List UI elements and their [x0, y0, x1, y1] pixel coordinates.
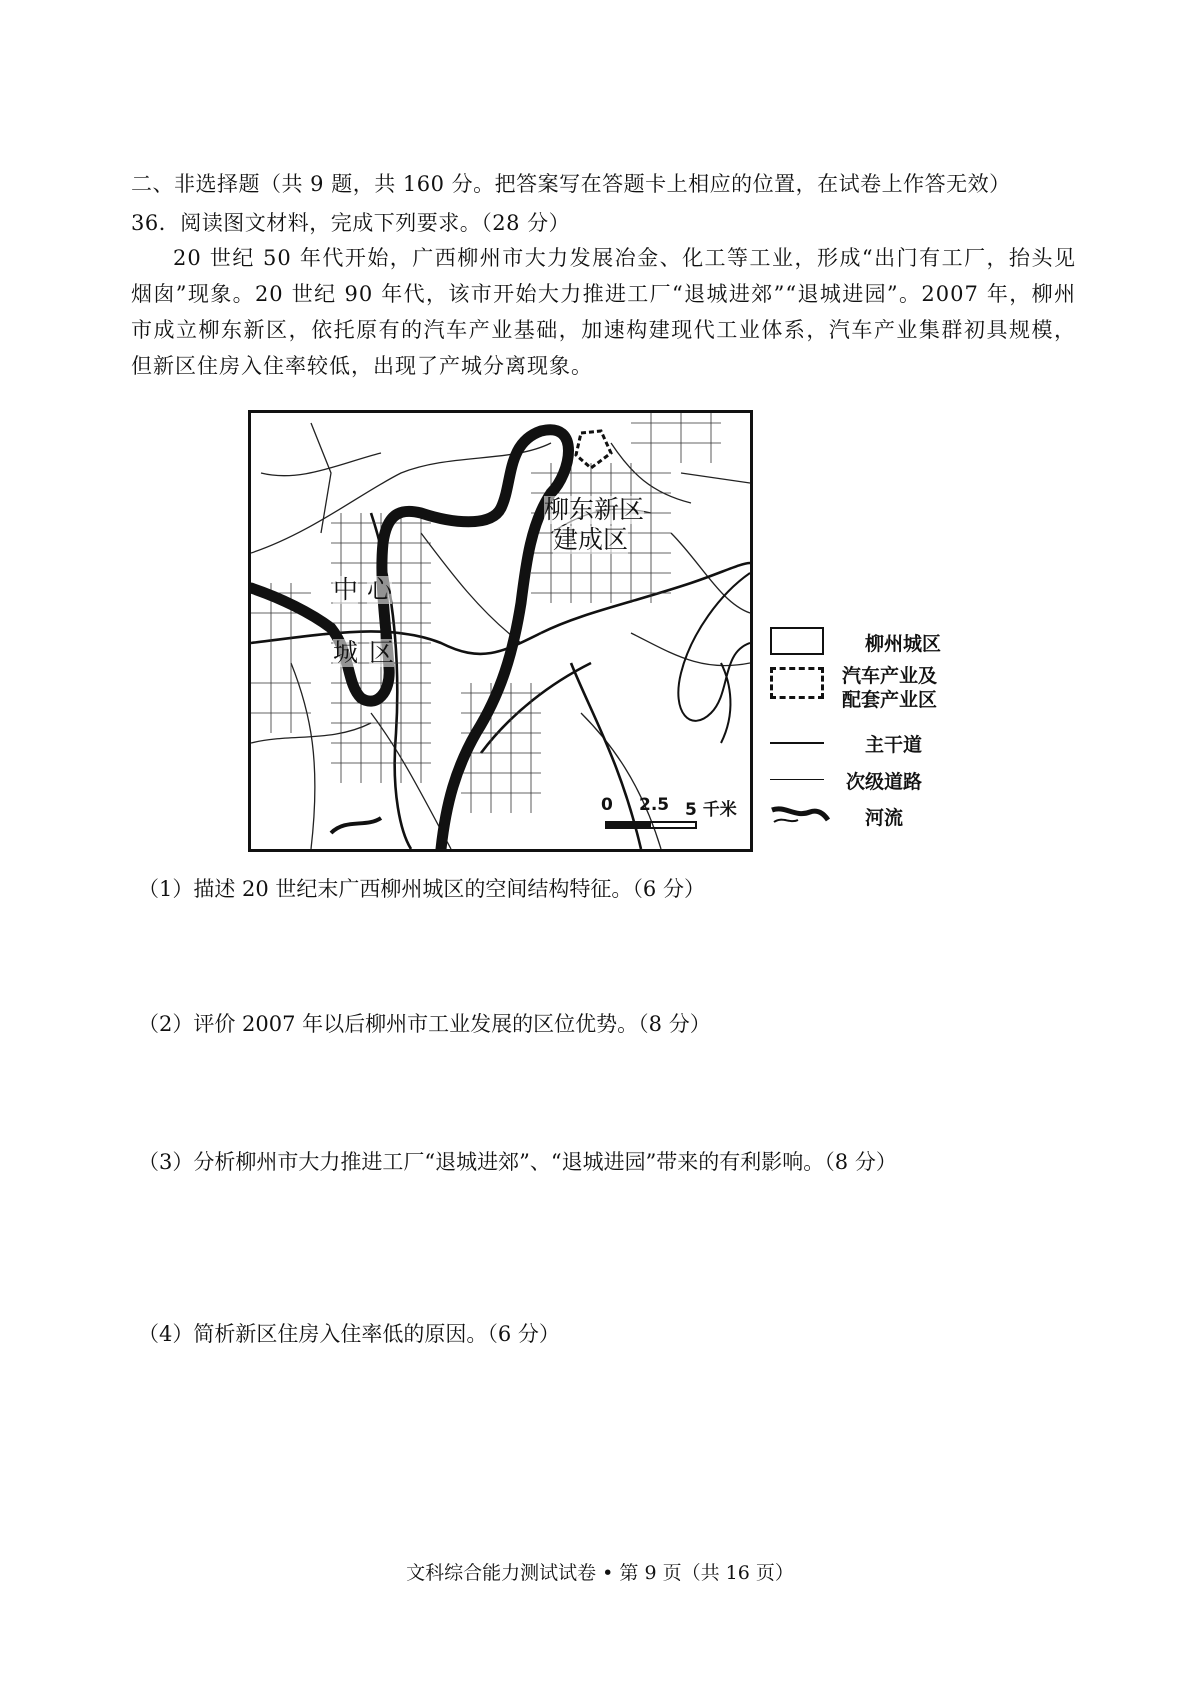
scale-tick-1: 2.5	[639, 795, 670, 815]
section-heading: 二、非选择题（共 9 题，共 160 分。把答案写在答题卡上相应的位置，在试卷上作答无效）	[131, 172, 1011, 196]
legend-industry-symbol	[770, 667, 824, 699]
legend-industry-label-2: 配套产业区	[842, 689, 938, 711]
page-footer: 文科综合能力测试试卷 • 第 9 页（共 16 页）	[406, 1562, 794, 1584]
legend-city-label: 柳州城区	[865, 633, 942, 655]
scale-bar-fill	[607, 823, 651, 827]
tributary-river	[678, 573, 750, 721]
legend-main-road-symbol	[770, 742, 824, 744]
subquestion-2: （2）评价 2007 年以后柳州市工业发展的区位优势。（8 分）	[138, 1012, 711, 1036]
legend-city-symbol	[770, 627, 824, 655]
question-material: 20 世纪 50 年代开始，广西柳州市大力发展冶金、化工等工业，形成“出门有工厂，抬头见烟囱”现象。20 世纪 90 年代，该市开始大力推进工厂“退城进郊”“退城进园”。2007 年，柳州市成立柳东新区，依托原有的汽车产业基础，加速构建现代工业体系，汽车产业集群初具规模，但新区住房入住率较低，出现了产城分离现象。	[131, 246, 1076, 378]
legend-industry-label-1: 汽车产业及	[842, 665, 938, 687]
legend-river-symbol	[770, 800, 830, 830]
legend-river-label: 河流	[865, 807, 904, 829]
scale-bar	[599, 795, 749, 835]
subquestion-1: （1）描述 20 世纪末广西柳州城区的空间结构特征。（6 分）	[138, 877, 705, 901]
scale-tick-0: 0	[601, 795, 613, 815]
legend-minor-road-label: 次级道路	[846, 771, 923, 793]
minor-roads	[251, 423, 750, 849]
industry-zone	[576, 431, 611, 468]
map-drawing	[251, 413, 750, 849]
subquestion-3: （3）分析柳州市大力推进工厂“退城进郊”、“退城进园”带来的有利影响。（8 分）	[138, 1150, 897, 1174]
map-label-center-2: 心	[367, 575, 393, 604]
liuzhou-map	[248, 410, 753, 852]
subquestion-4: （4）简析新区住房入住率低的原因。（6 分）	[138, 1322, 560, 1346]
map-label-liudong-2: 建成区	[553, 525, 629, 554]
map-label-liudong-1: 柳东新区	[544, 495, 645, 524]
legend-minor-road-symbol	[770, 779, 824, 780]
liujiang-river	[251, 430, 569, 849]
map-legend	[770, 617, 950, 853]
scale-bar-outline	[605, 821, 697, 829]
map-label-center-3: 城	[333, 638, 359, 667]
question-stem: 36．阅读图文材料，完成下列要求。（28 分）	[131, 211, 571, 235]
scale-tick-2: 5 千米	[685, 800, 737, 820]
map-label-center-4: 区	[369, 638, 395, 667]
river-fragment	[331, 818, 381, 833]
map-label-center-1: 中	[333, 575, 359, 604]
legend-main-road-label: 主干道	[865, 734, 923, 756]
tributary-river-2	[721, 663, 730, 743]
